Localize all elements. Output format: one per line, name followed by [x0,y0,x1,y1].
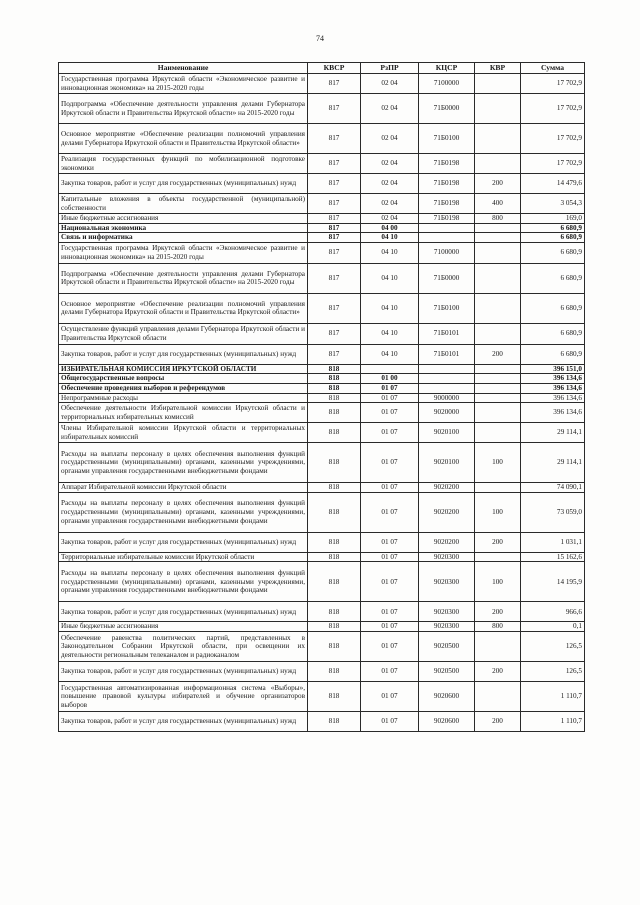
cell-kcsr: 9020500 [419,661,475,681]
table-row [59,124,585,154]
cell-name: Закупка товаров, работ и услуг для государственных (муниципальных) нужд [59,711,308,731]
cell-rzpr: 02 04 [361,154,419,174]
cell-kvsr: 818 [308,622,361,632]
cell-name: Национальная экономика [59,223,308,233]
cell-kvr [475,233,521,243]
cell-kvr: 200 [475,532,521,552]
cell-name: Расходы на выплаты персоналу в целях обеспечения выполнения функций государственными (муниципальными) органами, казенными учреждениями, органами управления государственными внебюджетными фондами [59,492,308,532]
cell-kvr: 400 [475,194,521,214]
cell-kvr: 200 [475,174,521,194]
cell-sum: 74 090,1 [521,483,585,493]
cell-rzpr: 01 07 [361,532,419,552]
table-row [59,293,585,323]
cell-name: Обеспечение деятельности Избирательной комиссии Иркутской области и территориальных избирательных комиссий [59,403,308,423]
cell-name: Непрограммные расходы [59,393,308,403]
cell-rzpr: 01 00 [361,374,419,384]
header-rzpr: РзПР [361,63,419,74]
cell-kcsr: 9020600 [419,711,475,731]
cell-sum: 6 680,9 [521,242,585,263]
table-row [59,552,585,562]
cell-name: Иные бюджетные ассигнования [59,214,308,224]
table-row [59,443,585,483]
cell-kcsr: 9020100 [419,443,475,483]
cell-sum: 126,5 [521,631,585,661]
cell-rzpr: 01 07 [361,552,419,562]
cell-kcsr [419,364,475,374]
cell-kvr [475,323,521,344]
cell-kvr: 800 [475,214,521,224]
cell-kcsr: 71Б0198 [419,194,475,214]
cell-kvr [475,293,521,323]
cell-sum: 6 680,9 [521,263,585,293]
table-row [59,661,585,681]
cell-rzpr: 01 07 [361,443,419,483]
cell-name: Иные бюджетные ассигнования [59,622,308,632]
cell-name: Расходы на выплаты персоналу в целях обеспечения выполнения функций государственными (муниципальными) органами, казенными учреждениями, органами управления государственными внебюджетными фондами [59,562,308,602]
cell-sum: 17 702,9 [521,154,585,174]
cell-rzpr: 01 07 [361,661,419,681]
cell-kcsr: 71Б0198 [419,174,475,194]
cell-name: Члены Избирательной комиссии Иркутской области и территориальных избирательных комиссий [59,423,308,443]
table-row [59,423,585,443]
cell-sum: 6 680,9 [521,233,585,243]
cell-sum: 29 114,1 [521,423,585,443]
cell-kcsr: 9000000 [419,393,475,403]
header-kcsr: КЦСР [419,63,475,74]
header-name: Наименование [59,63,308,74]
cell-kvr [475,74,521,94]
cell-kcsr: 9020200 [419,492,475,532]
cell-name: Закупка товаров, работ и услуг для государственных (муниципальных) нужд [59,532,308,552]
cell-name: Государственная программа Иркутской области «Экономическое развитие и инновационная экономика» на 2015-2020 годы [59,74,308,94]
cell-kcsr: 71Б0100 [419,124,475,154]
cell-rzpr: 01 07 [361,383,419,393]
cell-kvr [475,403,521,423]
cell-rzpr: 04 00 [361,223,419,233]
cell-kvr: 200 [475,711,521,731]
cell-kvr: 200 [475,344,521,364]
cell-rzpr: 02 04 [361,74,419,94]
cell-rzpr: 01 07 [361,631,419,661]
cell-kvsr: 818 [308,492,361,532]
table-row [59,74,585,94]
cell-sum: 396 134,6 [521,403,585,423]
cell-kvsr: 818 [308,364,361,374]
cell-name: Капитальные вложения в объекты государственной (муниципальной) собственности [59,194,308,214]
cell-sum: 73 059,0 [521,492,585,532]
table-row [59,483,585,493]
cell-kcsr: 7100000 [419,242,475,263]
header-sum: Сумма [521,63,585,74]
table-row [59,681,585,711]
cell-kvsr: 817 [308,194,361,214]
cell-kvr [475,631,521,661]
cell-kvsr: 817 [308,344,361,364]
table-row [59,602,585,622]
cell-rzpr: 01 07 [361,423,419,443]
cell-rzpr: 01 07 [361,393,419,403]
cell-kvr [475,94,521,124]
table-row [59,263,585,293]
page-number: 74 [316,34,324,43]
cell-name: Закупка товаров, работ и услуг для государственных (муниципальных) нужд [59,661,308,681]
cell-kvr: 800 [475,622,521,632]
cell-kvsr: 817 [308,154,361,174]
table-row [59,631,585,661]
cell-rzpr: 01 07 [361,622,419,632]
cell-name: Подпрограмма «Обеспечение деятельности управления делами Губернатора Иркутской области и Правительства Иркутской области» на 2015-2020 годы [59,94,308,124]
cell-kvsr: 817 [308,174,361,194]
cell-kvr [475,242,521,263]
cell-kvr [475,223,521,233]
cell-sum: 29 114,1 [521,443,585,483]
cell-kvsr: 818 [308,403,361,423]
cell-kvr: 200 [475,602,521,622]
cell-kvsr: 817 [308,124,361,154]
cell-rzpr: 04 10 [361,233,419,243]
cell-kvr [475,393,521,403]
cell-kvr: 100 [475,492,521,532]
cell-kcsr: 9020300 [419,562,475,602]
table-row [59,374,585,384]
cell-rzpr: 02 04 [361,214,419,224]
table-row [59,403,585,423]
table-row [59,383,585,393]
cell-sum: 396 134,6 [521,393,585,403]
cell-sum: 14 479,6 [521,174,585,194]
cell-sum: 0,1 [521,622,585,632]
cell-sum: 1 110,7 [521,681,585,711]
cell-name: Связь и информатика [59,233,308,243]
cell-kvr [475,364,521,374]
cell-kcsr [419,383,475,393]
cell-kcsr: 9020000 [419,403,475,423]
cell-kcsr: 9020500 [419,631,475,661]
cell-sum: 15 162,6 [521,552,585,562]
cell-kvr: 100 [475,562,521,602]
cell-kcsr: 71Б0000 [419,263,475,293]
cell-kvr [475,681,521,711]
cell-sum: 3 054,3 [521,194,585,214]
cell-kcsr: 71Б0100 [419,293,475,323]
cell-sum: 6 680,9 [521,344,585,364]
cell-rzpr: 01 07 [361,483,419,493]
table-row [59,154,585,174]
cell-kvsr: 818 [308,711,361,731]
cell-name: Обеспечение равенства политических партий, представленных в Законодательном Собрании Иркутской области, при освещении их деятельности региональным телеканалом и радиоканалом [59,631,308,661]
cell-name: Территориальные избирательные комиссии Иркутской области [59,552,308,562]
table-row [59,214,585,224]
cell-kcsr: 71Б0198 [419,154,475,174]
cell-rzpr: 01 07 [361,562,419,602]
cell-kvr: 200 [475,661,521,681]
cell-sum: 6 680,9 [521,293,585,323]
header-kvsr: КВСР [308,63,361,74]
cell-kvsr: 818 [308,661,361,681]
cell-name: Закупка товаров, работ и услуг для государственных (муниципальных) нужд [59,344,308,364]
cell-name: Реализация государственных функций по мобилизационной подготовке экономики [59,154,308,174]
cell-kcsr [419,223,475,233]
cell-kvr [475,124,521,154]
cell-rzpr [361,364,419,374]
cell-kcsr [419,374,475,384]
cell-name: Государственная программа Иркутской области «Экономическое развитие и инновационная экономика» на 2015-2020 годы [59,242,308,263]
cell-name: Основное мероприятие «Обеспечение реализации полномочий управления делами Губернатора Иркутской области и Правительства Иркутской области» [59,293,308,323]
cell-sum: 17 702,9 [521,94,585,124]
cell-sum: 169,0 [521,214,585,224]
cell-kvsr: 818 [308,383,361,393]
cell-kcsr: 71Б0000 [419,94,475,124]
cell-kvsr: 817 [308,293,361,323]
cell-name: Закупка товаров, работ и услуг для государственных (муниципальных) нужд [59,602,308,622]
cell-name: Государственная автоматизированная информационная система «Выборы», повышение правовой культуры избирателей и обучение организаторов выборов [59,681,308,711]
cell-kvsr: 818 [308,602,361,622]
cell-kvr [475,154,521,174]
cell-kvr [475,423,521,443]
cell-kvr: 100 [475,443,521,483]
cell-kcsr: 9020100 [419,423,475,443]
cell-rzpr: 02 04 [361,124,419,154]
table-row [59,364,585,374]
cell-rzpr: 02 04 [361,174,419,194]
cell-kvsr: 817 [308,242,361,263]
cell-kcsr: 9020200 [419,532,475,552]
cell-kvsr: 817 [308,323,361,344]
cell-rzpr: 01 07 [361,711,419,731]
table-row [59,194,585,214]
cell-kvsr: 817 [308,223,361,233]
cell-kvsr: 817 [308,74,361,94]
cell-kvsr: 818 [308,532,361,552]
cell-sum: 14 195,9 [521,562,585,602]
cell-kcsr: 9020300 [419,622,475,632]
cell-rzpr: 01 07 [361,403,419,423]
table-row [59,393,585,403]
cell-kvsr: 818 [308,631,361,661]
table-row [59,242,585,263]
cell-rzpr: 01 07 [361,492,419,532]
cell-kcsr: 71Б0198 [419,214,475,224]
cell-kcsr: 9020600 [419,681,475,711]
cell-kvsr: 817 [308,263,361,293]
cell-kvsr: 818 [308,562,361,602]
cell-kvsr: 818 [308,443,361,483]
cell-kcsr: 9020200 [419,483,475,493]
cell-kvsr: 818 [308,552,361,562]
cell-name: Основное мероприятие «Обеспечение реализации полномочий управления делами Губернатора Иркутской области и Правительства Иркутской области» [59,124,308,154]
cell-sum: 396 134,6 [521,383,585,393]
cell-kcsr: 9020300 [419,552,475,562]
cell-kvr [475,263,521,293]
cell-sum: 17 702,9 [521,124,585,154]
cell-rzpr: 04 10 [361,242,419,263]
cell-sum: 6 680,9 [521,223,585,233]
cell-sum: 396 151,0 [521,364,585,374]
cell-kvr [475,383,521,393]
cell-kcsr: 7100000 [419,74,475,94]
cell-kvr [475,483,521,493]
cell-sum: 17 702,9 [521,74,585,94]
cell-rzpr: 04 10 [361,344,419,364]
table-row [59,323,585,344]
cell-kvsr: 817 [308,233,361,243]
cell-rzpr: 04 10 [361,323,419,344]
cell-kvsr: 818 [308,681,361,711]
cell-kvr [475,552,521,562]
cell-sum: 6 680,9 [521,323,585,344]
table-row [59,532,585,552]
cell-kvsr: 817 [308,214,361,224]
cell-sum: 1 110,7 [521,711,585,731]
table-row [59,562,585,602]
cell-kvsr: 818 [308,483,361,493]
cell-name: ИЗБИРАТЕЛЬНАЯ КОМИССИЯ ИРКУТСКОЙ ОБЛАСТИ [59,364,308,374]
cell-name: Закупка товаров, работ и услуг для государственных (муниципальных) нужд [59,174,308,194]
cell-name: Подпрограмма «Обеспечение деятельности управления делами Губернатора Иркутской области и Правительства Иркутской области» на 2015-2020 годы [59,263,308,293]
cell-rzpr: 01 07 [361,602,419,622]
table-row [59,711,585,731]
cell-kvsr: 818 [308,423,361,443]
cell-name: Расходы на выплаты персоналу в целях обеспечения выполнения функций государственными (муниципальными) органами, казенными учреждениями, органами управления государственными внебюджетными фондами [59,443,308,483]
cell-sum: 966,6 [521,602,585,622]
cell-name: Общегосударственные вопросы [59,374,308,384]
table-row [59,233,585,243]
cell-kcsr: 71Б0101 [419,344,475,364]
cell-sum: 1 031,1 [521,532,585,552]
cell-kcsr: 9020300 [419,602,475,622]
cell-kvsr: 817 [308,94,361,124]
cell-name: Обеспечение проведения выборов и референдумов [59,383,308,393]
cell-rzpr: 04 10 [361,293,419,323]
cell-name: Аппарат Избирательной комиссии Иркутской области [59,483,308,493]
budget-table [58,62,585,732]
cell-kvsr: 818 [308,393,361,403]
table-row [59,492,585,532]
cell-kvsr: 818 [308,374,361,384]
cell-sum: 396 134,6 [521,374,585,384]
header-kvr: КВР [475,63,521,74]
cell-rzpr: 01 07 [361,681,419,711]
cell-name: Осуществление функций управления делами Губернатора Иркутской области и Правительства Иркутской области [59,323,308,344]
table-row [59,223,585,233]
cell-rzpr: 02 04 [361,94,419,124]
table-row [59,174,585,194]
cell-sum: 126,5 [521,661,585,681]
cell-kcsr: 71Б0101 [419,323,475,344]
cell-kvr [475,374,521,384]
table-row [59,94,585,124]
cell-rzpr: 04 10 [361,263,419,293]
table-row [59,622,585,632]
cell-kcsr [419,233,475,243]
table-row [59,344,585,364]
table-header-row [59,63,585,74]
cell-rzpr: 02 04 [361,194,419,214]
